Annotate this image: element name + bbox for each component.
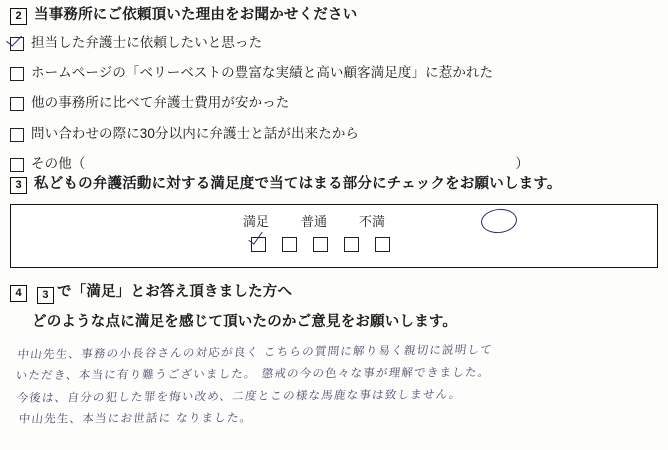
checkbox-icon[interactable] xyxy=(10,37,24,51)
handwritten-answer xyxy=(16,340,656,428)
option-label: ホームページの「ベリーベストの豊富な実績と高い顧客満足度」に惹かれた xyxy=(31,65,494,81)
handwritten-line: 中山先生、本当にお世話に なりました。 xyxy=(18,410,254,426)
checkbox-icon[interactable] xyxy=(10,97,24,111)
section4-number: 4 xyxy=(10,285,27,302)
section3-title: 私どもの弁護活動に対する満足度で当てはまる部分にチェックをお願いします。 xyxy=(34,176,562,192)
option-label: 他の事務所に比べて弁護士費用が安かった xyxy=(31,95,290,111)
satisfaction-checkboxes xyxy=(251,237,390,252)
section4-heading xyxy=(10,283,658,304)
option-row[interactable] xyxy=(10,125,658,143)
section2-options xyxy=(10,34,658,173)
section-reason xyxy=(10,6,658,185)
option-row[interactable] xyxy=(10,34,658,52)
handwritten-line: いただき、本当に有り難うございました。 懲戒の今の色々な事が理解できました。 xyxy=(15,364,492,383)
section4-subtitle: どのような点に満足を感じて頂いたのかご意見をお願いします。 xyxy=(32,314,458,330)
option-row[interactable] xyxy=(10,64,658,82)
option-label: 担当した弁護士に依頼したいと思った xyxy=(31,35,263,50)
satisfaction-checkbox-4[interactable] xyxy=(344,237,359,252)
handwritten-line: 今後は、自分の犯した罪を悔い改め、二度とこの様な馬鹿な事は致しません。 xyxy=(15,386,463,405)
section2-title: 当事務所にご依頼頂いた理由をお聞かせください xyxy=(34,7,358,23)
checkbox-icon[interactable] xyxy=(10,128,24,142)
handwritten-line: 中山先生、事務の小長谷さんの対応が良く こちらの質問に解り易く親切に説明して xyxy=(16,342,494,362)
section3-heading xyxy=(10,175,658,194)
section4-reference-number: 3 xyxy=(37,287,54,304)
handwritten-circle-mark xyxy=(480,207,518,235)
satisfaction-scale-box xyxy=(10,204,658,268)
section4-title xyxy=(34,283,292,304)
section4-title-text: で「満足」とお答え頂きました方へ xyxy=(57,284,293,300)
satisfaction-checkbox-5[interactable] xyxy=(375,237,390,252)
other-open-label: その他（ xyxy=(31,155,86,171)
satisfaction-checkbox-2[interactable] xyxy=(282,237,297,252)
satisfaction-checkbox-1[interactable] xyxy=(251,237,266,252)
checkbox-icon[interactable] xyxy=(10,67,24,81)
section2-number: 2 xyxy=(10,8,27,25)
option-row[interactable] xyxy=(10,94,658,112)
option-label: 問い合わせの際に30分以内に弁護士と話が出来たから xyxy=(31,125,360,141)
option-row-other[interactable] xyxy=(10,155,658,173)
section-freecomment xyxy=(10,283,658,331)
checkbox-icon[interactable] xyxy=(10,158,24,172)
other-close-label: ） xyxy=(515,155,530,171)
scale-label-satisfied: 満足 xyxy=(243,214,270,229)
scale-label-dissatisfied: 不満 xyxy=(359,214,386,229)
satisfaction-scale-labels xyxy=(243,211,385,230)
section2-heading xyxy=(10,6,658,25)
scale-label-neutral: 普通 xyxy=(301,214,328,229)
satisfaction-checkbox-3[interactable] xyxy=(313,237,328,252)
section-satisfaction xyxy=(10,175,658,268)
option-label-other xyxy=(31,155,529,173)
section3-number: 3 xyxy=(10,177,27,194)
